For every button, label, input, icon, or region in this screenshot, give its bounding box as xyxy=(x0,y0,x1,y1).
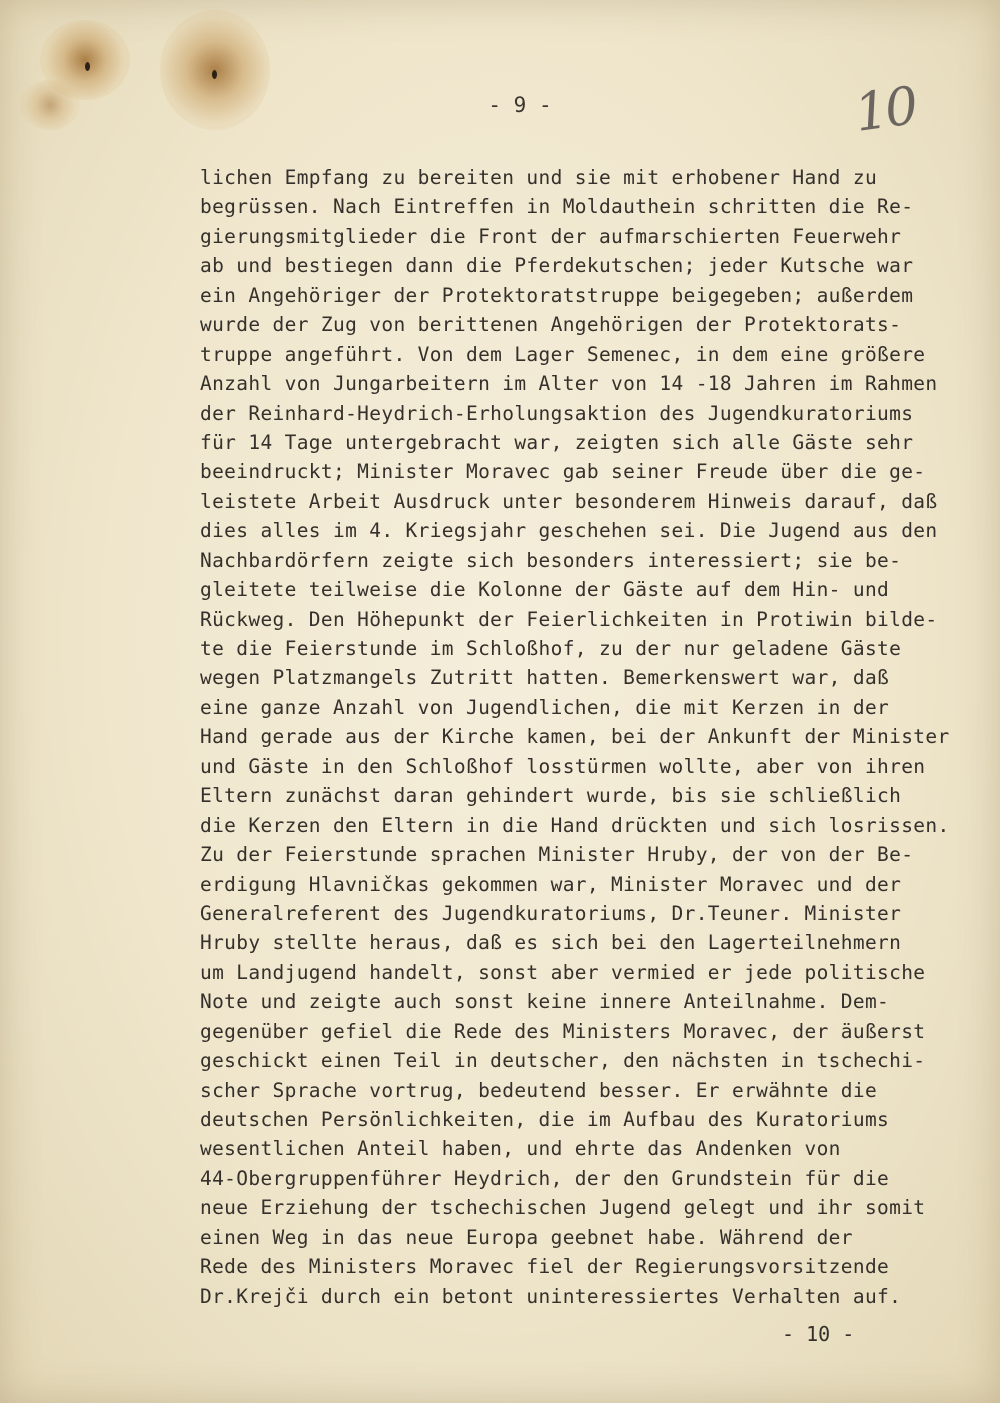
text-line: und Gäste in den Schloßhof losstürmen wollte, aber von ihren xyxy=(200,754,926,778)
text-line: gierungsmitglieder die Front der aufmarschierten Feuerwehr xyxy=(200,224,902,248)
text-line: te die Feierstunde im Schloßhof, zu der nur geladene Gäste xyxy=(200,637,902,660)
handwritten-folio-number: 10 xyxy=(851,76,920,144)
text-line: ein Angehöriger der Protektoratstruppe beigegeben; außerdem xyxy=(200,283,914,307)
text-line: für 14 Tage untergebracht war, zeigten sich alle Gäste sehr xyxy=(200,430,914,454)
text-line: um Landjugend handelt, sonst aber vermied er jede politische xyxy=(200,960,926,984)
text-line: Anzahl von Jungarbeitern im Alter von 14 -18 Jahren im Rahmen xyxy=(200,372,938,396)
text-line: geschickt einen Teil in deutscher, den nächsten in tschechi- xyxy=(200,1049,926,1073)
text-line: Hruby stellte heraus, daß es sich bei den Lagerteilnehmern xyxy=(200,931,902,955)
text-line: Nachbardörfern zeigte sich besonders interessiert; sie be- xyxy=(200,548,902,572)
text-line: deutschen Persönlichkeiten, die im Aufbau des Kuratoriums xyxy=(200,1108,890,1131)
text-line: gleitete teilweise die Kolonne der Gäste auf dem Hin- und xyxy=(200,578,890,602)
text-line: Dr.Krejči durch ein betont uninteressiertes Verhalten auf. xyxy=(200,1284,902,1308)
text-line: wesentlichen Anteil haben, und ehrte das Andenken von xyxy=(200,1137,841,1161)
page-number: - 9 - xyxy=(488,93,552,117)
text-line: ab und bestiegen dann die Pferdekutschen; jeder Kutsche war xyxy=(200,254,914,278)
text-line: Hand gerade aus der Kirche kamen, bei der Ankunft der Minister xyxy=(200,725,950,749)
text-line: beeindruckt; Minister Moravec gab seiner Freude über die ge- xyxy=(200,460,926,484)
body-text xyxy=(200,163,960,1311)
text-line: Zu der Feierstunde sprachen Minister Hruby, der von der Be- xyxy=(200,843,914,867)
text-line: erdigung Hlavničkas gekommen war, Minister Moravec und der xyxy=(200,872,902,896)
text-line: leistete Arbeit Ausdruck unter besonderem Hinweis darauf, daß xyxy=(200,489,938,513)
text-line: begrüssen. Nach Eintreffen in Moldauthein schritten die Re- xyxy=(200,195,914,219)
text-line: wegen Platzmangels Zutritt hatten. Bemerkenswert war, daß xyxy=(200,666,890,690)
text-line: Note und zeigte auch sonst keine innere Anteilnahme. Dem- xyxy=(200,990,890,1014)
text-line: wurde der Zug von berittenen Angehörigen der Protektorats- xyxy=(200,313,902,337)
text-line: lichen Empfang zu bereiten und sie mit erhobener Hand zu xyxy=(200,166,878,189)
text-line: Eltern zunächst daran gehindert wurde, bis sie schließlich xyxy=(200,784,902,808)
text-line: truppe angeführt. Von dem Lager Semenec, in dem eine größere xyxy=(200,342,926,366)
text-line: einen Weg in das neue Europa geebnet habe. Während der xyxy=(200,1225,853,1249)
text-line: Rückweg. Den Höhepunkt der Feierlichkeiten in Protiwin bilde- xyxy=(200,607,938,631)
text-line: 44-Obergruppenführer Heydrich, der den Grundstein für die xyxy=(200,1166,890,1190)
text-line: Rede des Ministers Moravec fiel der Regierungsvorsitzende xyxy=(200,1255,890,1279)
text-line: dies alles im 4. Kriegsjahr geschehen sei. Die Jugend aus den xyxy=(200,519,938,543)
text-line: Generalreferent des Jugendkuratoriums, Dr.Teuner. Minister xyxy=(200,901,902,925)
burn-hole xyxy=(212,70,217,79)
text-line: der Reinhard-Heydrich-Erholungsaktion des Jugendkuratoriums xyxy=(200,401,914,425)
text-line: gegenüber gefiel die Rede des Ministers Moravec, der äußerst xyxy=(200,1019,926,1043)
text-line: neue Erziehung der tschechischen Jugend gelegt und ihr somit xyxy=(200,1196,926,1220)
burn-stain xyxy=(20,80,80,130)
text-line: die Kerzen den Eltern in die Hand drückten und sich losrissen. xyxy=(200,813,950,837)
text-line: scher Sprache vortrug, bedeutend besser. Er erwähnte die xyxy=(200,1078,878,1102)
burn-hole xyxy=(85,62,90,71)
text-line: eine ganze Anzahl von Jugendlichen, die mit Kerzen in der xyxy=(200,695,890,719)
next-page-marker: - 10 - xyxy=(782,1322,855,1346)
